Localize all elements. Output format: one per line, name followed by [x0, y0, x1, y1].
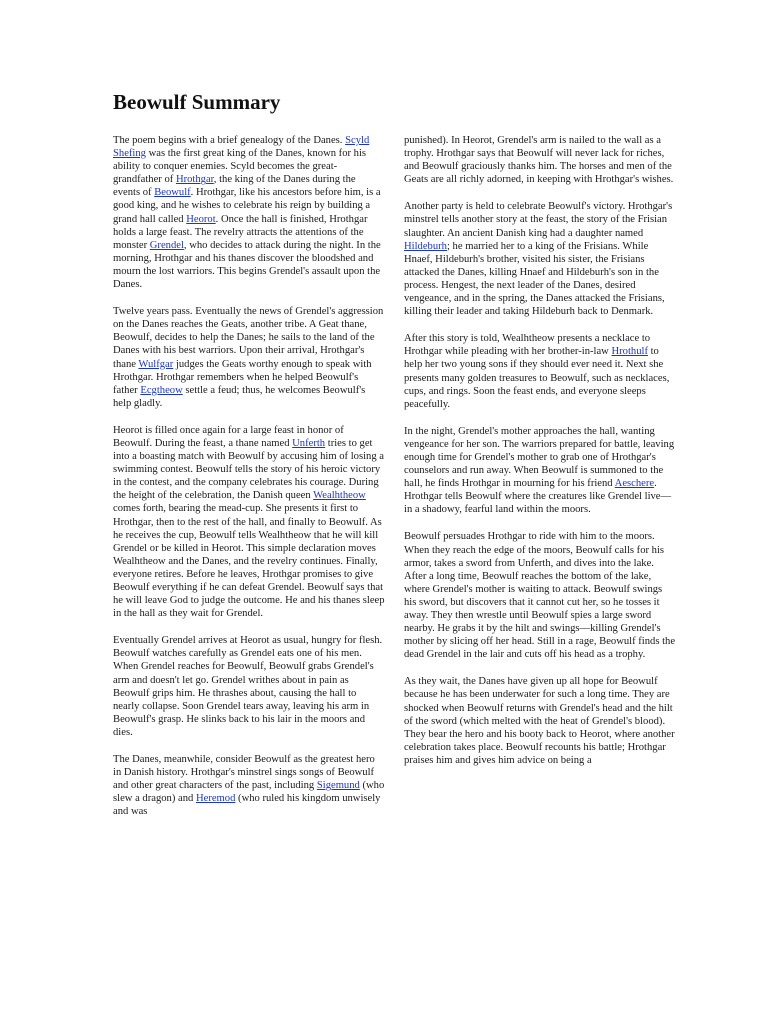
paragraph [113, 634, 385, 739]
link-grendel[interactable]: Grendel [149, 239, 184, 251]
text-run: tries to get into a boasting match with Beowulf by accusing him of losing a swimming contest. Beowulf tells the story of his heroic victory in the contest, and the company celebrates his courage. During the height of the celebration, the Danish queen [113, 437, 384, 502]
text-run: Eventually Grendel arrives at Heorot as usual, hungry for flesh. Beowulf watches carefully as Grendel eats one of his men. When Grendel reaches for Beowulf, Beowulf grabs Grendel's arm and doesn't let go. Grendel writhes about in pain as Beowulf grips him. He thrashes about, causing the hall to nearly collapse. Soon Grendel tears away, leaving his arm in Beowulf's grasp. He slinks back to his lair in the moors and dies. [113, 635, 383, 738]
left-column [113, 134, 385, 833]
link-beowulf[interactable]: Beowulf [154, 187, 191, 199]
link-aeschere[interactable]: Aeschere [614, 478, 655, 490]
text-run: Twelve years pass. Eventually the news of Grendel's aggression on the Danes reaches the Geats, another tribe. A Geat thane, Beowulf, decides to help the Danes; he sails to the land of the Danes with his best warriors. Upon their arrival, Hrothgar's thane [113, 306, 384, 370]
text-run: The poem begins with a brief genealogy of the Danes. [113, 135, 346, 146]
text-run: (who slew a dragon) and [113, 780, 385, 805]
text-run: . Once the hall is finished, Hrothgar holds a large feast. The revelry attracts the attentions of the monster [113, 213, 368, 251]
text-run: comes forth, bearing the mead-cup. She presents it first to Hrothgar, then to the rest of the hall, and finally to Beowulf. As he receives the cup, Beowulf tells Wealhtheow that he will kill Grendel or be killed in Heorot. This simple declaration moves Wealhtheow and the Danes, and the revelry continues. Finally, everyone retires. Before he leaves, Hrothgar promises to give Beowulf everything if he can defeat Grendel. Beowulf says that he will leave God to judge the outcome. He and his thanes sleep in the hall as they wait for Grendel. [113, 503, 385, 620]
paragraph [404, 332, 676, 411]
paragraph [404, 425, 676, 517]
link-wealhtheow[interactable]: Wealhtheow [313, 490, 366, 502]
paragraph [113, 305, 385, 410]
text-run: punished). In Heorot, Grendel's arm is nailed to the wall as a trophy. Hrothgar says that Beowulf will never lack for riches, and Beowulf graciously thanks him. The horses and men of the Geats are all richly adorned, in keeping with Hrothgar's wishes. [404, 135, 674, 186]
text-run: In the night, Grendel's mother approaches the hall, wanting vengeance for her son. The warriors prepared for battle, leaving enough time for Grendel's mother to grab one of Hrothgar's counselors and run away. When Beowulf is summoned to the hall, he finds Hrothgar in mourning for his friend [404, 425, 675, 490]
paragraph [404, 134, 676, 186]
link-sigemund[interactable]: Sigemund [316, 780, 360, 792]
text-run: . Hrothgar, like his ancestors before him, is a good king, and he wishes to celebrate his reign by building a grand hall called [113, 187, 381, 225]
text-run: , the king of the Danes during the events of [113, 174, 356, 199]
text-run: was the first great king of the Danes, known for his ability to conquer enemies. Scyld becomes the great-grandfather of [113, 148, 367, 186]
link-hildeburh[interactable]: Hildeburh [404, 240, 447, 252]
text-run: judges the Geats worthy enough to speak with Hrothgar. Hrothgar remembers when he helped Beowulf's father [113, 358, 372, 396]
right-column [404, 134, 676, 781]
text-run: As they wait, the Danes have given up all hope for Beowulf because he has been underwater for such a long time. They are shocked when Beowulf returns with Grendel's head and the hilt of the sword (which melted with the heat of Grendel's blood). They bear the hero and his booty back to Heorot, where another celebration takes place. Beowulf recounts his battle; Hrothgar praises him and gives him advice on being a [404, 676, 675, 766]
link-unferth[interactable]: Unferth [292, 437, 326, 449]
text-run: . Hrothgar tells Beowulf where the creatures like Grendel live—in a shadowy, fearful land within the moors. [404, 478, 672, 516]
link-hrothgar[interactable]: Hrothgar [175, 174, 214, 186]
paragraph [404, 200, 676, 318]
text-run: settle a feud; thus, he welcomes Beowulf's help gladly. [113, 384, 366, 409]
paragraph [113, 424, 385, 620]
text-run: Another party is held to celebrate Beowulf's victory. Hrothgar's minstrel tells another story at the feast, the story of the Frisian slaughter. An ancient Danish king had a daughter named [404, 201, 673, 239]
page-title: Beowulf Summary [113, 90, 281, 114]
text-run: After this story is told, Wealhtheow presents a necklace to Hrothgar while pleading with her brother-in-law [404, 333, 651, 358]
paragraph [113, 134, 385, 291]
text-run: The Danes, meanwhile, consider Beowulf as the greatest hero in Danish history. Hrothgar's minstrel sings songs of Beowulf and other great characters of the past, including [113, 754, 375, 792]
text-run: to help her two young sons if they should ever need it. Next she presents many golden treasures to Beowulf, such as necklaces, cups, and rings. Soon the feast ends, and everyone sleeps peacefully. [404, 346, 670, 410]
link-heremod[interactable]: Heremod [195, 793, 236, 805]
text-run: Beowulf persuades Hrothgar to ride with him to the moors. When they reach the edge of the moors, Beowulf calls for his armor, takes a sword from Unferth, and dives into the lake. After a long time, Beowulf reaches the bottom of the lake, where Grendel's mother is waiting to attack. Beowulf swings his sword, but discovers that it cannot cut her, so he tosses it away. They then wrestle until Beowulf spies a large sword nearby. He grabs it by the hilt and swings—killing Grendel's mother by slicing off her head. Still in a rage, Beowulf finds the dead Grendel in the lair and cuts off his head as a trophy. [404, 531, 676, 661]
paragraph [113, 753, 385, 818]
link-scyld-shefing[interactable]: Scyld Shefing [113, 135, 370, 160]
paragraph [404, 530, 676, 661]
text-run: ; he married her to a king of the Frisians. While Hnaef, Hildeburh's brother, visited his sister, the Frisians attacked the Danes, killing Hnaef and Hildeburh's son in the process. Hengest, the next leader of the Danes, desired vengeance, and in the spring, the Danes attacked the Frisians, killing their leader and taking Hildeburh back to Denmark. [404, 240, 665, 318]
text-run: (who ruled his kingdom unwisely and was [113, 793, 381, 818]
link-hrothulf[interactable]: Hrothulf [611, 346, 648, 358]
text-run: , who decides to attack during the night. In the morning, Hrothgar and his thanes discover the bloodshed and mourn the lost warriors. This begins Grendel's assault upon the Danes. [113, 239, 381, 291]
link-heorot[interactable]: Heorot [186, 213, 216, 225]
link-ecgtheow[interactable]: Ecgtheow [140, 384, 183, 396]
text-run: Heorot is filled once again for a large feast in honor of Beowulf. During the feast, a thane named [113, 424, 344, 449]
link-wulfgar[interactable]: Wulfgar [138, 358, 174, 370]
paragraph [404, 675, 676, 767]
